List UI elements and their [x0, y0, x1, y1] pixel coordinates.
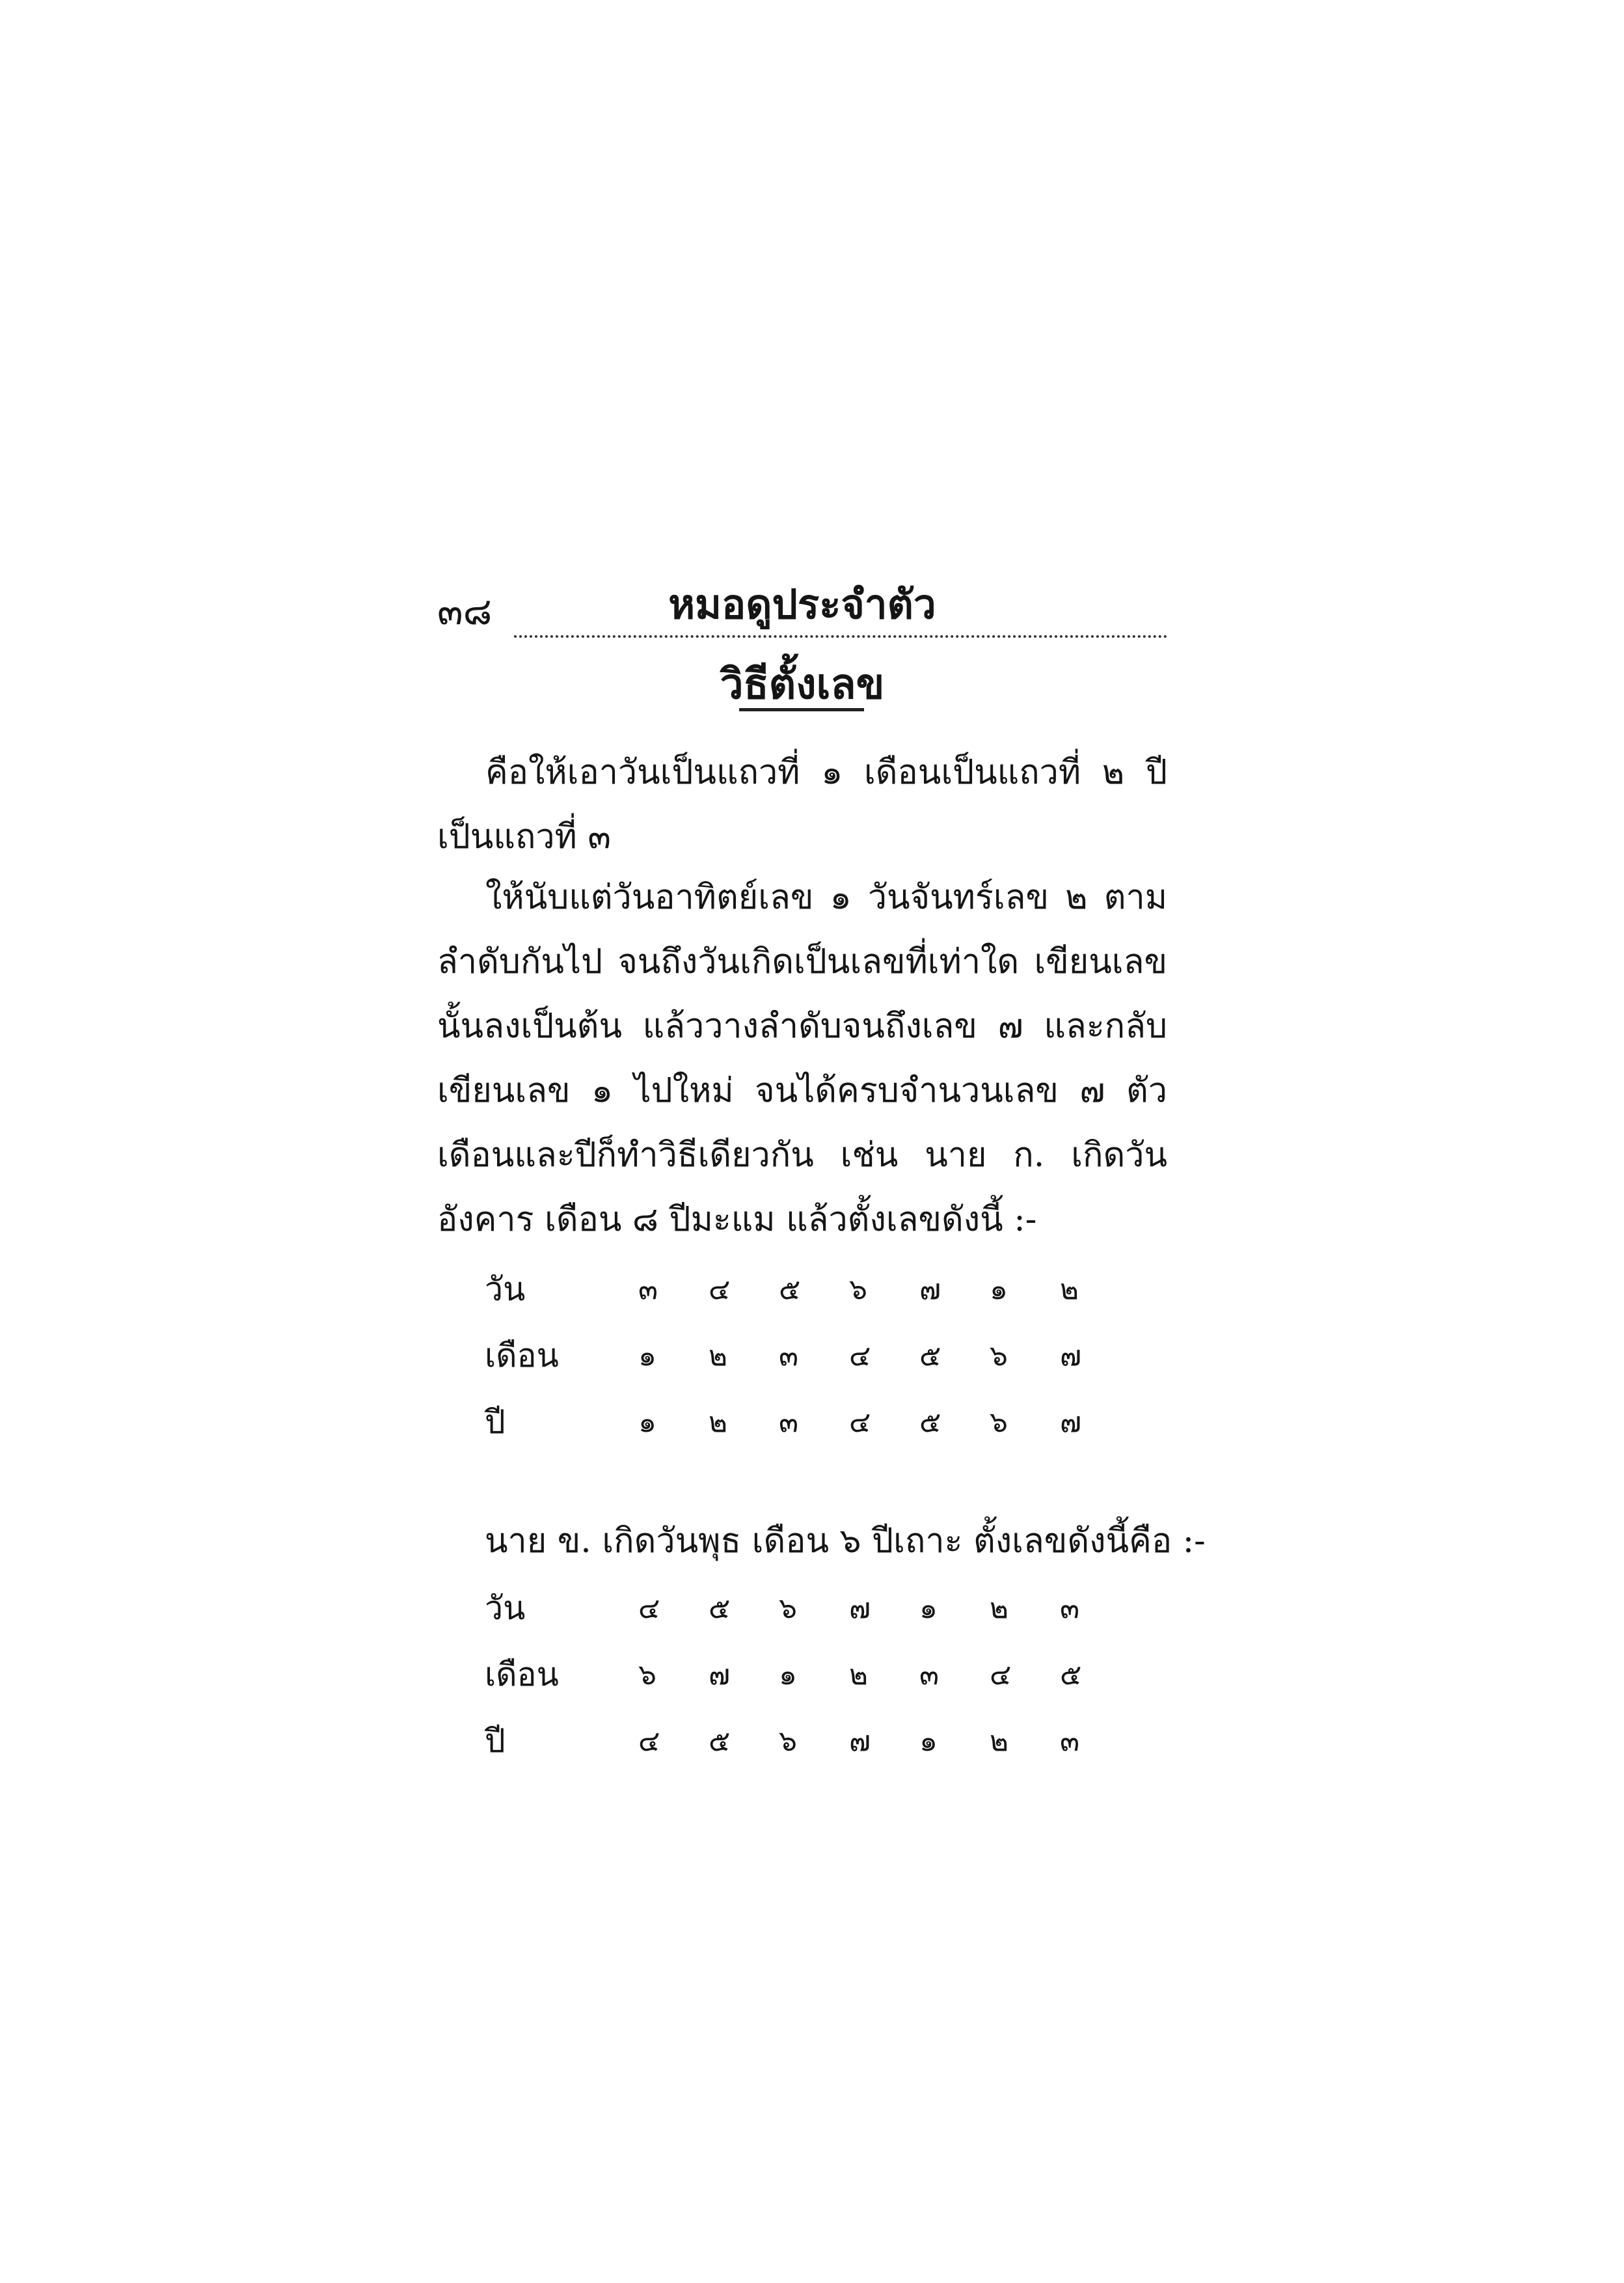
- table-cell: ๖: [779, 1592, 797, 1625]
- row-label: วัน: [485, 1589, 526, 1627]
- table-cell: ๖: [849, 1273, 867, 1306]
- table-cell: ๔: [638, 1592, 660, 1625]
- table-cell: ๒: [990, 1725, 1009, 1758]
- table-cell: ๒: [849, 1658, 869, 1691]
- table-cell: ๖: [779, 1725, 797, 1758]
- table-cell: ๔: [709, 1273, 731, 1306]
- table-cell: ๗: [1060, 1339, 1082, 1373]
- paragraph-1: คือให้เอาวันเป็นแถวที่ ๑ เดือนเป็นแถวที่ ๒ ปีเป็นแถวที่ ๓: [437, 753, 1167, 856]
- table-cell: ๗: [709, 1658, 731, 1691]
- table-cell: ๑: [919, 1592, 938, 1625]
- table-cell: ๖: [638, 1658, 656, 1691]
- table-cell: ๑: [919, 1725, 938, 1758]
- table-cell: ๔: [990, 1658, 1012, 1691]
- running-title: หมอดูประจำตัว: [668, 581, 936, 628]
- table-row: [485, 1641, 1125, 1708]
- table-cell: ๔: [849, 1339, 871, 1373]
- row-label: เดือน: [485, 1336, 559, 1374]
- table-row: [485, 1575, 1125, 1641]
- table-2-intro: นาย ข. เกิดวันพุธ เดือน ๖ ปีเถาะ ตั้งเลขดังนี้คือ :-: [485, 1522, 1206, 1561]
- table-cell: ๖: [990, 1339, 1008, 1373]
- table-row: [485, 1322, 1125, 1389]
- page-header: [437, 573, 1167, 644]
- table-cell: ๓: [779, 1406, 799, 1439]
- row-label: เดือน: [485, 1655, 559, 1693]
- section-title-underline: [739, 708, 864, 711]
- table-cell: ๕: [919, 1406, 941, 1439]
- number-table-1: [485, 1256, 1125, 1455]
- row-label: ปี: [485, 1402, 506, 1441]
- row-label: วัน: [485, 1270, 526, 1308]
- table-cell: ๓: [779, 1339, 799, 1373]
- table-row: [485, 1256, 1125, 1322]
- header-dotted-rule: [514, 635, 1167, 638]
- table-row: [485, 1708, 1125, 1774]
- table-cell: ๒: [709, 1406, 728, 1439]
- table-cell: ๑: [638, 1406, 656, 1439]
- number-table-2: [485, 1575, 1125, 1774]
- table-cell: ๗: [849, 1592, 871, 1625]
- table-cell: ๓: [1060, 1592, 1080, 1625]
- paragraph-2: ให้นับแต่วันอาทิตย์เลข ๑ วันจันทร์เลข ๒ ตามลำดับกันไป จนถึงวันเกิดเป็นเลขที่เท่าใด เขียนเลขนั้นลงเป็นต้น แล้ววางลำดับจนถึงเลข ๗ และกลับเขียนเลข ๑ ไปใหม่ จนได้ครบจำนวนเลข ๗ ตัว เดือนและปีก็ทำวิธีเดียวกัน เช่น นาย ก. เกิดวันอังคาร เดือน ๘ ปีมะแม แล้วตั้งเลขดังนี้ :-: [437, 878, 1167, 1239]
- table-cell: ๖: [990, 1406, 1008, 1439]
- table-cell: ๒: [990, 1592, 1009, 1625]
- table-row: [485, 1389, 1125, 1455]
- table-cell: ๓: [1060, 1725, 1080, 1758]
- table-cell: ๕: [709, 1592, 731, 1625]
- table-cell: ๗: [1060, 1406, 1082, 1439]
- table-cell: ๒: [1060, 1273, 1079, 1306]
- section-title: วิธีตั้งเลข: [720, 660, 885, 709]
- table-cell: ๔: [849, 1406, 871, 1439]
- table-cell: ๒: [709, 1339, 728, 1373]
- table-cell: ๗: [849, 1725, 871, 1758]
- table-cell: ๕: [709, 1725, 731, 1758]
- table-cell: ๕: [919, 1339, 941, 1373]
- row-label: ปี: [485, 1721, 506, 1760]
- table-cell: ๓: [638, 1273, 658, 1306]
- table-cell: ๕: [1060, 1658, 1082, 1691]
- table-cell: ๗: [919, 1273, 941, 1306]
- table-cell: ๑: [638, 1339, 656, 1373]
- page-number: ๓๘: [437, 589, 493, 633]
- table-cell: ๓: [919, 1658, 940, 1691]
- table-cell: ๑: [990, 1273, 1008, 1306]
- table-cell: ๕: [779, 1273, 801, 1306]
- table-cell: ๔: [638, 1725, 660, 1758]
- table-cell: ๑: [779, 1658, 797, 1691]
